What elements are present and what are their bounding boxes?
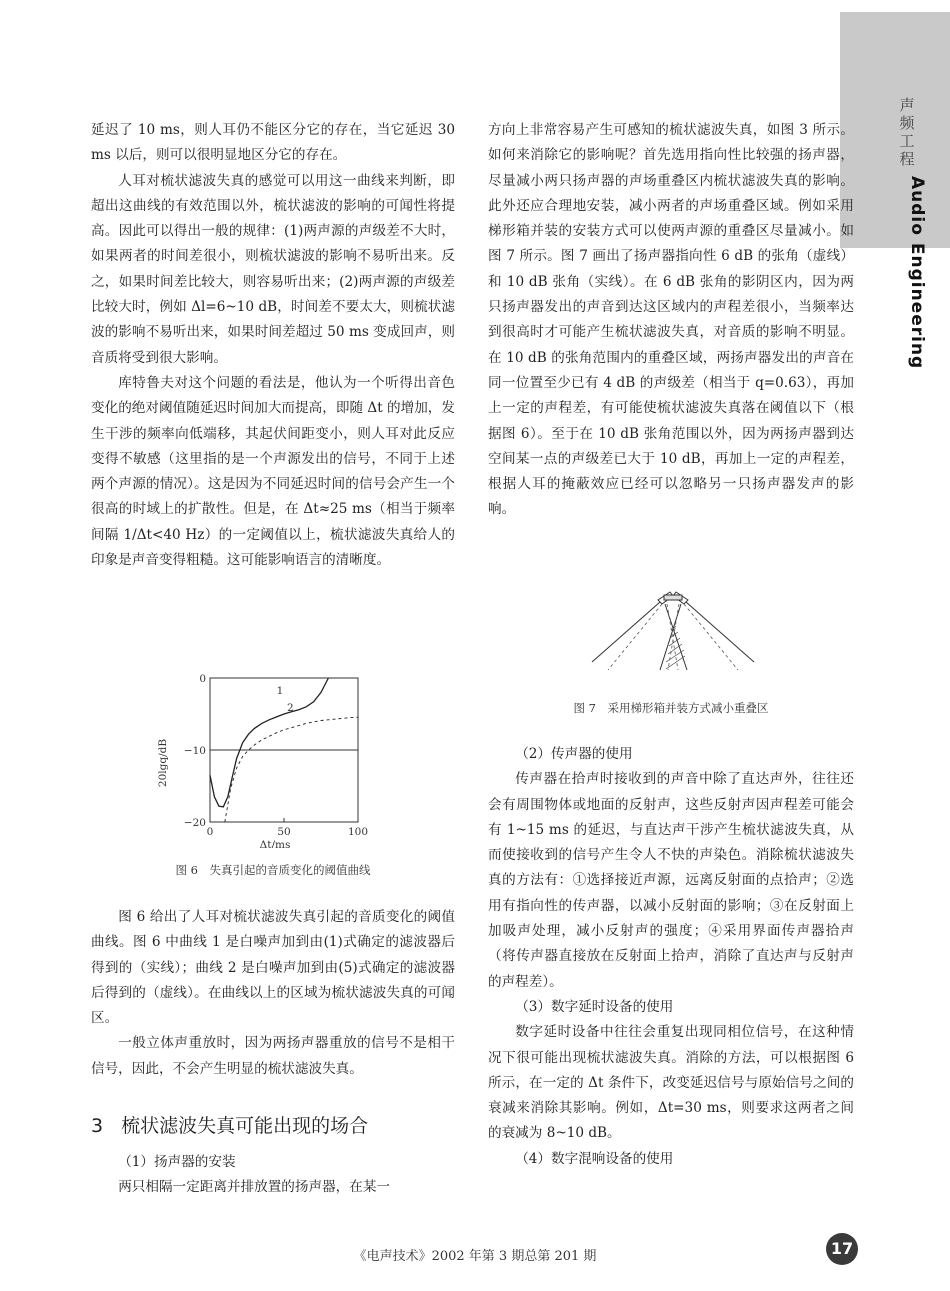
- figure-7-caption: 图 7 采用梯形箱并装方式减小重叠区: [573, 701, 769, 715]
- x-tick-label: 50: [277, 826, 291, 838]
- series-2-line: [225, 717, 358, 822]
- left-column-bottom: [91, 1150, 455, 1201]
- angle-6db-right-outer: [684, 604, 738, 670]
- y-tick-label: −10: [183, 745, 206, 757]
- overlap-hatch: [666, 626, 685, 669]
- right-column-top: [488, 118, 854, 523]
- figure-6-chart: [150, 668, 390, 848]
- side-tab-chinese: 声频工程: [899, 96, 915, 168]
- paragraph: 方向上非常容易产生可感知的梳状滤波失真，如图 3 所示。如何来消除它的影响呢？首先选用指向性比较强的扬声器，尽量减小两只扬声器的声场重叠区内梳状滤波失真的影响。此外还应合理地安装，减小两者的声场重叠区域。例如采用梯形箱并装的安装方式可以使两声源的重叠区尽量减小。如图 7 所示。图 7 画出了扬声器指向性 6 dB 的张角（虚线）和 10 dB 张角（实线）。在 6 dB 张角的影阴区内，因为两只扬声器发出的声音到达这区域内的声程差很小，当频率达到很高时才可能产生梳状滤波失真，对音质的影响不明显。在 10 dB 的张角范围内的重叠区域，两扬声器发出的声音在同一位置至少已有 4 dB 的声级差（相当于 q=0.63），再加上一定的声程差，有可能使梳状滤波失真落在阈值以下（根据图 6）。至于在 10 dB 张角范围以外，因为两扬声器到达空间某一点的声级差已大于 10 dB，再加上一定的声程差，根据人耳的掩蔽效应已经可以忽略另一只扬声器发声的影响。: [488, 122, 854, 518]
- section-3-heading: [91, 1111, 368, 1138]
- figure-7-diagram: [590, 590, 756, 670]
- curve-2-label: 2: [286, 702, 294, 715]
- angle-10db-right-outer: [686, 602, 754, 662]
- left-column-middle: [91, 905, 455, 1082]
- x-axis-label: Δt/ms: [259, 839, 291, 848]
- curve-1-label: 1: [276, 684, 284, 697]
- side-tab-english: Audio Engineering: [907, 176, 927, 370]
- x-tick-label: 0: [206, 826, 214, 838]
- y-tick-label: −20: [183, 817, 206, 829]
- angle-10db-right-inner: [660, 604, 681, 670]
- paragraph: 人耳对梳状滤波失真的感觉可以用这一曲线来判断，即超出这曲线的有效范围以外，梳状滤波的影响的可闻性将提高。因此可以得出一般的规律：(1)两声源的声级差不大时，如果两者的时间差很小，则梳状滤波的影响不易听出来。反之，如果时间差比较大，则容易听出来；(2)两声源的声级差比较大时，例如 Δl=6~10 dB，时间差不要太大，则梳状滤波的影响不易听出来，如果时间差超过 50 ms 变成回声，则音质将受到很大影响。: [91, 172, 455, 366]
- page-number: 17: [826, 1233, 858, 1265]
- paragraph: 传声器在拾声时接收到的声音中除了直达声外，往往还会有周围物体或地面的反射声，这些反射声因声程差可能会有 1~15 ms 的延迟，与直达声干涉产生梳状滤波失真，从而使接收到的信号产生令人不快的声染色。消除梳状滤波失真的方法有：①选择接近声源，远离反射面的点拾声；②选用有指向性的传声器，以减小反射面的影响；③在反射面上加吸声处理，减小反射声的强度；④采用界面传声器拾声（将传声器直接放在反射面上拾声，消除了直达声与反射声的声程差）。: [488, 771, 854, 990]
- paragraph: 延迟了 10 ms，则人耳仍不能区分它的存在，当它延迟 30 ms 以后，则可以很明显地区分它的存在。: [91, 122, 455, 164]
- x-tick-label: 100: [347, 826, 369, 838]
- paragraph: 两只相隔一定距离并排放置的扬声器，在某一: [118, 1179, 391, 1196]
- section-title: 梳状滤波失真可能出现的场合: [121, 1115, 369, 1137]
- paragraph: 图 6 给出了人耳对梳状滤波失真引起的音质变化的阈值曲线。图 6 中曲线 1 是白噪声加到由(1)式确定的滤波器后得到的（实线）；曲线 2 是白噪声加到由(5)式确定的滤波器后得到的（虚线）。在曲线以上的区域为梳状滤波失真的可闻区。: [91, 909, 455, 1027]
- y-tick-label: 0: [199, 673, 206, 685]
- angle-10db-left-outer: [592, 602, 660, 662]
- angle-6db-left-outer: [608, 604, 662, 670]
- paragraph: （1）扬声器的安装: [118, 1154, 236, 1170]
- paragraph: 一般立体声重放时，因为两扬声器重放的信号不是相干信号，因此，不会产生明显的梳状滤波失真。: [91, 1035, 455, 1077]
- y-axis-label: 20lgq/dB: [157, 738, 169, 788]
- right-column-bottom: [488, 742, 854, 1172]
- paragraph: 数字延时设备中往往会重复出现同相位信号，在这种情况下很可能出现梳状滤波失真。消除的方法，可以根据图 6 所示，在一定的 Δt 条件下，改变延迟信号与原始信号之间的衰减来消除其影响。例如，Δt=30 ms，则要求这两者之间的衰减为 8~10 dB。: [488, 1024, 854, 1142]
- left-column-top: [91, 118, 455, 573]
- paragraph: （3）数字延时设备的使用: [515, 998, 674, 1015]
- paragraph: （4）数字混响设备的使用: [515, 1150, 674, 1167]
- figure-6-caption: 图 6 失真引起的音质变化的阈值曲线: [175, 863, 371, 877]
- page-footer: 《电声技术》2002 年第 3 期总第 201 期: [353, 1249, 597, 1264]
- section-number: 3: [91, 1115, 104, 1137]
- series-1-line: [210, 678, 328, 807]
- side-tab: [840, 12, 950, 248]
- paragraph: 库特鲁夫对这个问题的看法是，他认为一个听得出音色变化的绝对阈值随延迟时间加大而提高，即随 Δt 的增加，发生干涉的频率向低端移，其起伏间距变小，则人耳对此反应变得不敏感（这里指的是一个声源发出的信号，不同于上述两个声源的情况）。这是因为不同延迟时间的信号会产生一个很高的时域上的扩散性。但是，在 Δt≈25 ms（相当于频率间隔 1/Δt<40 Hz）的一定阈值以上，梳状滤波失真给人的印象是声音变得粗糙。这可能影响语言的清晰度。: [91, 374, 455, 569]
- paragraph: （2）传声器的使用: [515, 746, 633, 762]
